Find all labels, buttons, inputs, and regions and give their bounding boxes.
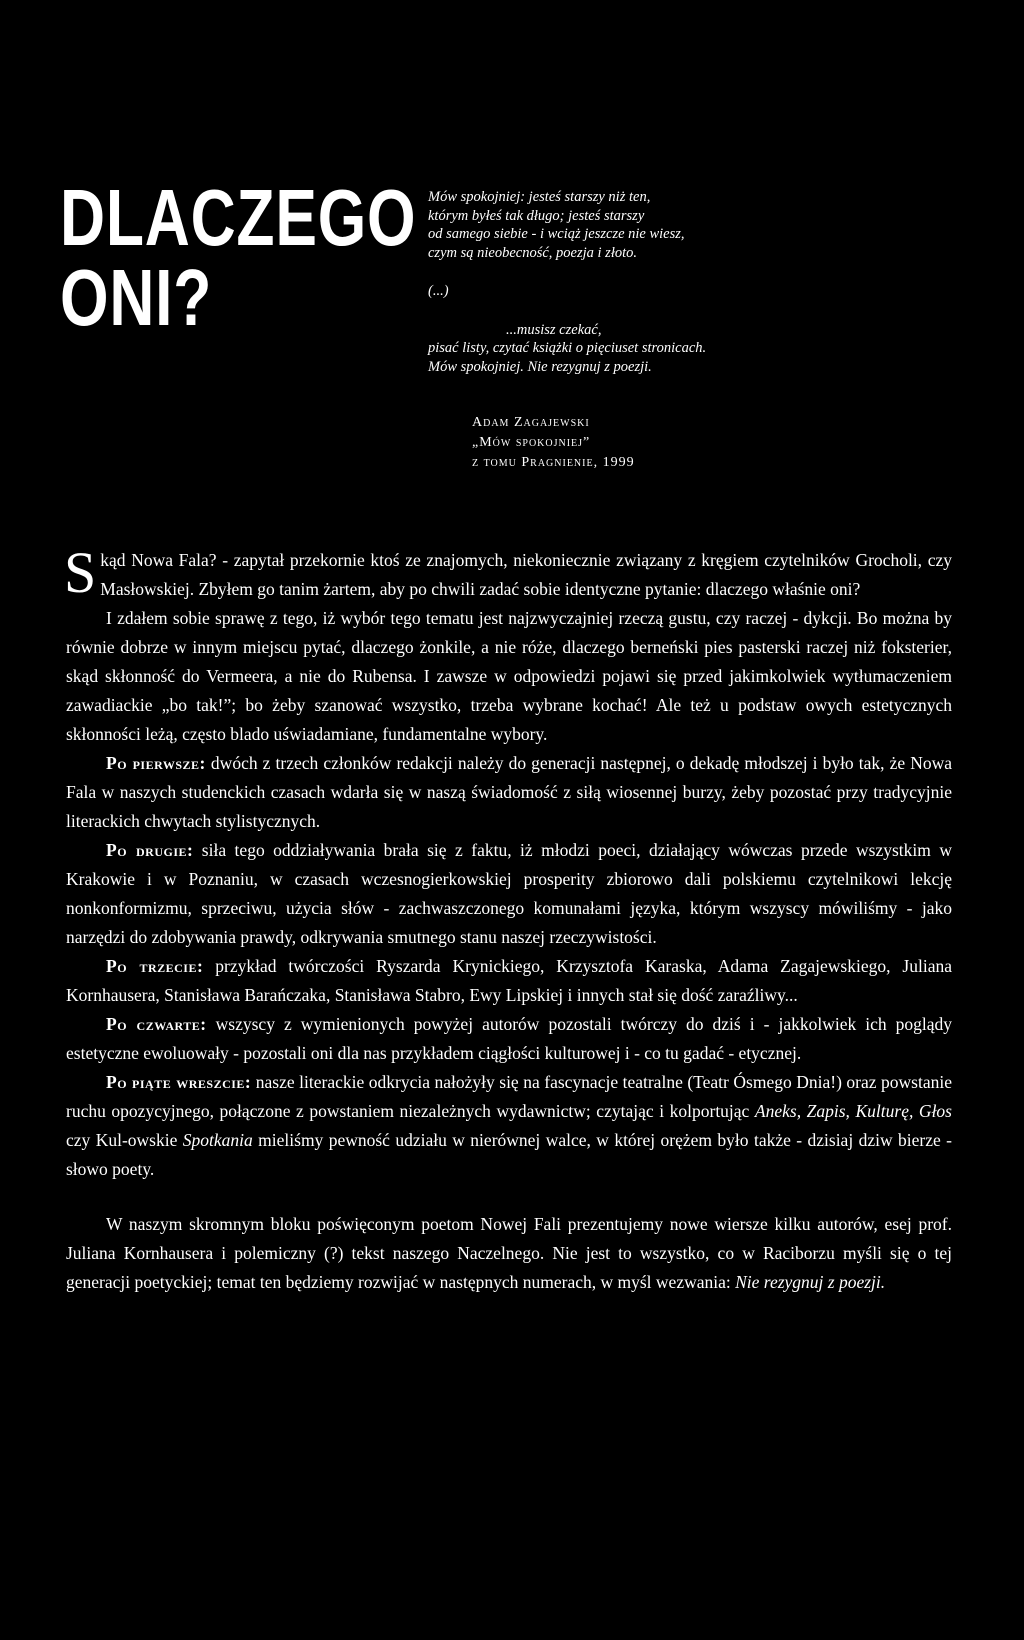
closing-quote: Nie rezygnuj z poezji. bbox=[735, 1272, 886, 1292]
article-paragraph bbox=[64, 540, 952, 605]
paragraph-lead: Po drugie: bbox=[106, 840, 194, 860]
article-paragraph bbox=[66, 1068, 952, 1184]
article-paragraph bbox=[66, 1010, 952, 1068]
paragraph-lead: Po piąte wreszcie: bbox=[106, 1072, 252, 1092]
poem-line: Mów spokojniej: jesteś starszy niż ten, bbox=[428, 189, 651, 205]
poem-line: pisać listy, czytać książki o pięciuset stronicach. bbox=[428, 340, 707, 356]
paragraph-text: dwóch z trzech członków redakcji należy do generacji następnej, o dekadę młodszej i było tak, że Nowa Fala w naszych studenckich czasach wdarła się w naszą świadomość z siłą wiosennej burzy, żeby pozostać przy tradycyjnie literackich chwytach stylistycznych. bbox=[66, 753, 952, 831]
poem-line: czym są nieobecność, poezja i złoto. bbox=[428, 244, 638, 261]
poem-line: ...musisz czekać, bbox=[506, 321, 602, 338]
paragraph-text: przykład twórczości Ryszarda Krynickiego, Krzysztofa Karaska, Adama Zagajewskiego, Juliana Kornhausera, Stanisława Barańczaka, Stanisława Stabro, Ewy Lipskiej i innych stał się dość zaraźliwy... bbox=[66, 956, 952, 1005]
poem-ellipsis: (...) bbox=[428, 283, 449, 299]
paragraph-lead: Po pierwsze: bbox=[106, 753, 206, 773]
epigraph-attribution bbox=[472, 413, 992, 473]
article-paragraph bbox=[66, 952, 952, 1010]
journal-title: Spotkania bbox=[182, 1130, 253, 1150]
title-line-1: DLACZEGO bbox=[60, 173, 417, 262]
article-paragraph bbox=[66, 749, 952, 836]
poem-line: którym byłeś tak długo; jesteś starszy bbox=[428, 207, 645, 224]
journal-titles: Aneks, Zapis, Kulturę, Głos bbox=[754, 1101, 952, 1121]
poem-line: Mów spokojniej. Nie rezygnuj z poezji. bbox=[428, 358, 652, 375]
title-line-2: ONI? bbox=[60, 253, 213, 342]
page-title bbox=[60, 173, 417, 342]
article-body bbox=[64, 540, 953, 1297]
paragraph-text: siła tego oddziaływania brała się z faktu, iż młodzi poeci, działający wówczas przede wszystkim w Krakowie i w Poznaniu, w czasach wczesnogierkowskiej prosperity zbiorowo dali polskiemu czytelnikowi lekcję nonkonformizmu, sprzeciwu, użycia słów - zachwaszczonego komunałami języka, którym wszyscy mówiliśmy - jako narzędzi do zdobywania prawdy, odkrywania smutnego stanu naszej rzeczywistości. bbox=[66, 840, 952, 947]
paragraph-lead: Po trzecie: bbox=[106, 956, 204, 976]
paragraph-text: mieliśmy pewność udziału w nierównej walce, w której orężem było także - dzisiaj dziw bierze - słowo poety. bbox=[66, 1130, 952, 1179]
paragraph-lead: Po czwarte: bbox=[106, 1014, 207, 1034]
epigraph-poem bbox=[428, 188, 988, 376]
paragraph-text: kąd Nowa Fala? - zapytał przekornie ktoś ze znajomych, niekoniecznie związany z kręgiem czytelników Grocholi, czy Masłowskiej. Zbyłem go tanim żartem, aby po chwili zadać sobie identyczne pytanie: dlaczego właśnie oni? bbox=[100, 550, 952, 599]
article-paragraph bbox=[66, 1210, 952, 1297]
paragraph-text: nasze literackie odkrycia nałożyły się na fascynacje teatralne (Teatr Ósmego Dnia!) oraz powstanie ruchu opozycyjnego, połączone z powstaniem niezależnych wydawnictw; czytając i kolportując bbox=[66, 1072, 952, 1121]
attribution-author: Adam Zagajewski bbox=[472, 415, 590, 430]
paragraph-text: czy Kul-owskie bbox=[66, 1130, 183, 1150]
attribution-poem-title: „Mów spokojniej” bbox=[472, 435, 591, 450]
poem-line: od samego siebie - i wciąż jeszcze nie wiesz, bbox=[428, 226, 685, 242]
paragraph-text: I zdałem sobie sprawę z tego, iż wybór tego tematu jest najzwyczajniej rzeczą gustu, czy raczej - dykcji. Bo można by równie dobrze w innym miejscu pytać, dlaczego żonkile, a nie róże, dlaczego berneński pies pasterski raczej niż foksterier, skąd skłonność do Vermeera, a nie do Rubensa. I zawsze w odpowiedzi pojawi się przed jakimkolwiek wytłumaczeniem zawadiackie „bo tak!”; bo żeby szanować wszystko, trzeba wybrane kochać! Ale też u podstaw owych estetycznych skłonności leżą, często blado uświadamiane, fundamentalne wybory. bbox=[66, 608, 952, 744]
paragraph-text: W naszym skromnym bloku poświęconym poetom Nowej Fali prezentujemy nowe wiersze kilku autorów, esej prof. Juliana Kornhausera i polemiczny (?) tekst naszego Naczelnego. Nie jest to wszystko, co w Raciborzu myśli się o tej generacji poetyckiej; temat ten będziemy rozwijać w następnych numerach, w myśl wezwania: bbox=[66, 1214, 952, 1292]
article-paragraph bbox=[66, 836, 952, 952]
paragraph-text: wszyscy z wymienionych powyżej autorów pozostali twórczy do dziś i - jakkolwiek ich poglądy estetyczne ewoluowały - pozostali oni dla nas przykładem ciągłości kulturowej i - co tu gadać - etycznej. bbox=[66, 1014, 953, 1063]
attribution-source: z tomu Pragnienie, 1999 bbox=[472, 455, 635, 470]
drop-cap: S bbox=[64, 540, 97, 605]
article-paragraph bbox=[66, 604, 952, 749]
